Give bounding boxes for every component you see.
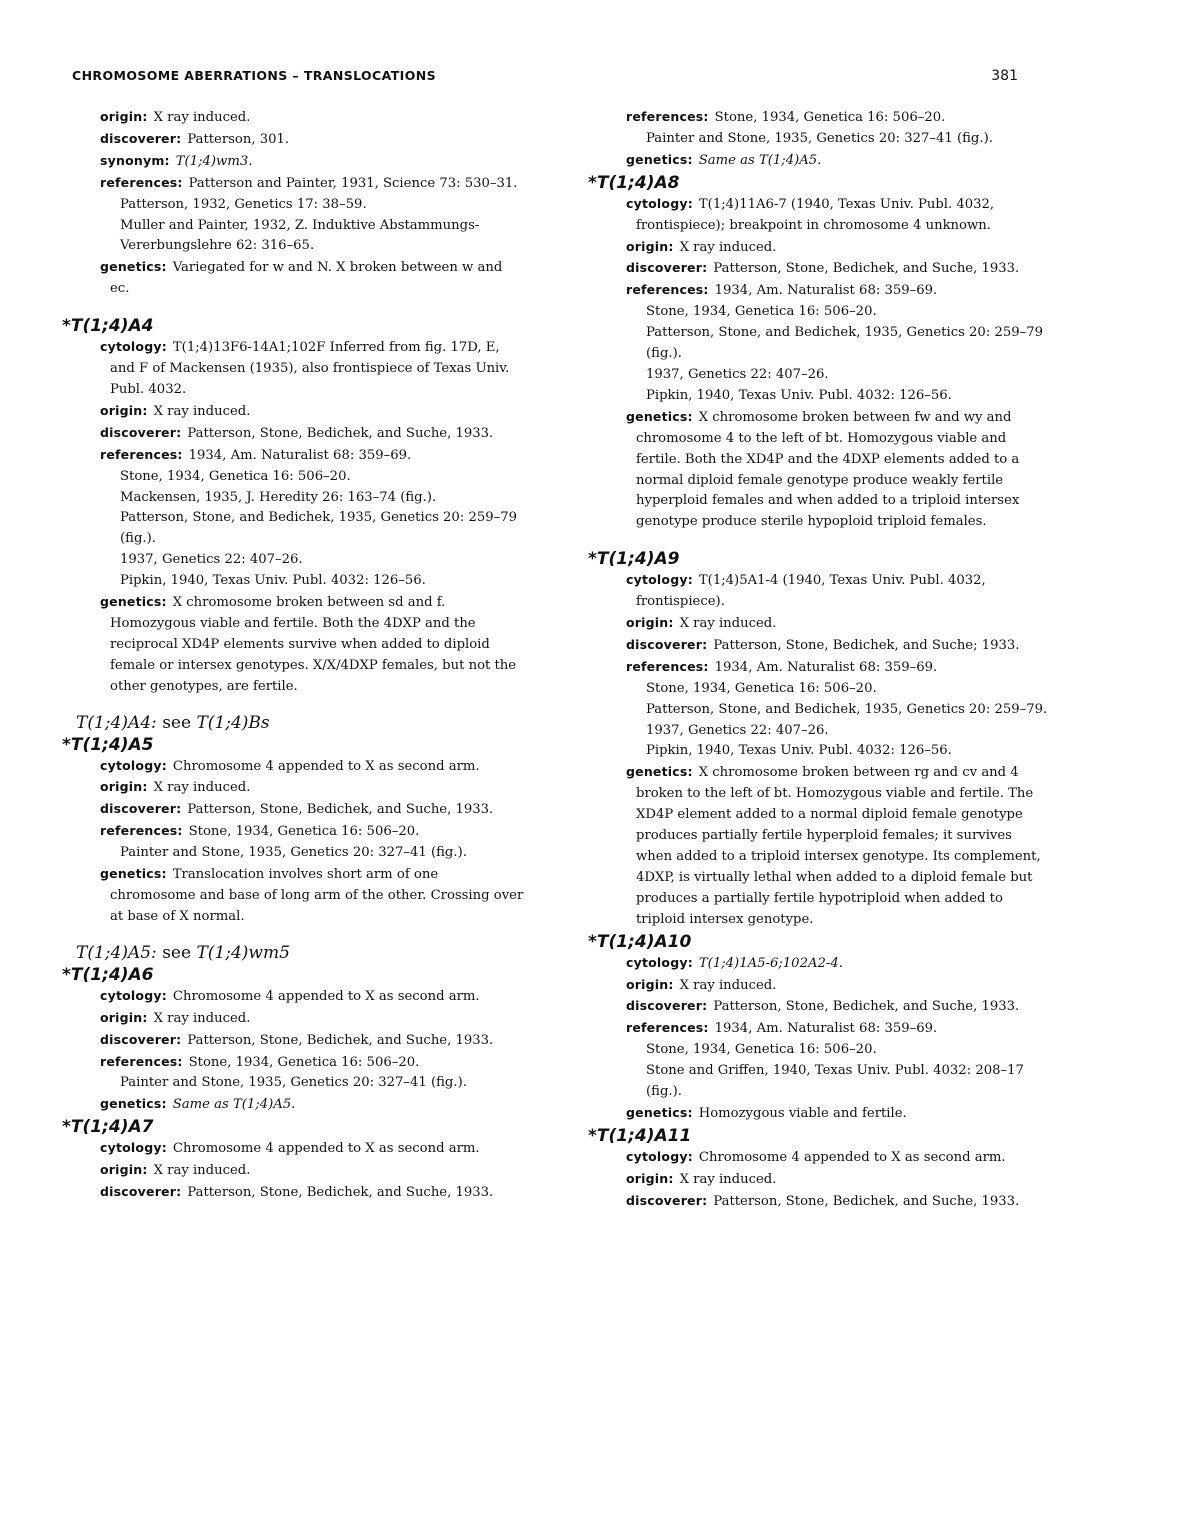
entry-t14-a10: *T(1;4)A10 cytology: T(1;4)1A5-6;102A2-4. origin: X ray induced. discoverer: Patterson, Stone, Bedichek, and Suche, 1933. references: 1934, Am. Naturalist 68: 359–69. Stone, 1934, Genetica 16: 506–20. Stone and Griffen, 1940, Texas Univ. Publ. 4032: 208–17 (fig.). genetics: Homozygous viable and fertile. <box>588 931 1050 1125</box>
entry-continued: origin: X ray induced. discoverer: Patterson, 301. synonym: T(1;4)wm3. references: Patterson and Painter, 1931, Science 73: 530–31. Patterson, 1932, Genetics 17: 38–59. Muller and Painter, 1932, Z. Induktive Abstammungs- Vererbungslehre 62: 316–65. genetics: Variegated for w and N. X broken between w and ec. <box>100 109 518 297</box>
cross-reference[interactable]: T(1;4)A5: see T(1;4)wm5 <box>76 942 290 963</box>
entry-t14-a6: *T(1;4)A6 cytology: Chromosome 4 appended to X as second arm. origin: X ray induced. discoverer: Patterson, Stone, Bedichek, and Suche, 1933. references: Stone, 1934, Genetica 16: 506–20. Painter and Stone, 1935, Genetics 20: 327–41 (fig.). genetics: Same as T(1;4)A5. <box>62 964 524 1116</box>
entry-heading: *T(1;4)A8 <box>588 172 680 193</box>
entry-continued: references: Stone, 1934, Genetica 16: 506–20. Painter and Stone, 1935, Genetics 20: 327–41 (fig.). genetics: Same as T(1;4)A5. <box>626 109 993 168</box>
entry-t14-a9: *T(1;4)A9 cytology: T(1;4)5A1-4 (1940, Texas Univ. Publ. 4032, frontispiece). origin: X ray induced. discoverer: Patterson, Stone, Bedichek, and Suche; 1933. references: 1934, Am. Naturalist 68: 359–69. Stone, 1934, Genetica 16: 506–20. Patterson, Stone, and Bedichek, 1935, Genetics 20: 259–79. 1937, Genetics 22: 407–26. Pipkin, 1940, Texas Univ. Publ. 4032: 126–56. genetics: X chromosome broken between rg and cv and 4 broken to the left of bt. Homozygous viable and fertile. The XD4P element added to a normal diploid female genotype produces partially fertile hyperploid females; it survives when added to a triploid intersex genotype. Its complement, 4DXP, is virtually lethal when added to a diploid female but produces a partially fertile hypotriploid when added to triploid intersex genotype. <box>588 548 1050 930</box>
entry-heading: *T(1;4)A11 <box>588 1125 692 1146</box>
cross-reference[interactable]: T(1;4)A4: see T(1;4)Bs <box>76 712 270 733</box>
entry-heading: *T(1;4)A9 <box>588 549 680 570</box>
running-head: CHROMOSOME ABERRATIONS – TRANSLOCATIONS <box>72 68 437 83</box>
entry-t14-a8: *T(1;4)A8 cytology: T(1;4)11A6-7 (1940, Texas Univ. Publ. 4032, frontispiece); breakpoint in chromosome 4 unknown. origin: X ray induced. discoverer: Patterson, Stone, Bedichek, and Suche, 1933. references: 1934, Am. Naturalist 68: 359–69. Stone, 1934, Genetica 16: 506–20. Patterson, Stone, and Bedichek, 1935, Genetics 20: 259–79 (fig.). 1937, Genetics 22: 407–26. Pipkin, 1940, Texas Univ. Publ. 4032: 126–56. genetics: X chromosome broken between fw and wy and chromosome 4 to the left of bt. Homozygous viable and fertile. Both the XD4P and the 4DXP elements added to a normal diploid female genotype produce weakly fertile hyperploid females and when added to a triploid intersex genotype produce sterile hypoploid triploid females. <box>588 172 1050 534</box>
entry-t14-a7: *T(1;4)A7 cytology: Chromosome 4 appended to X as second arm. origin: X ray induced. discoverer: Patterson, Stone, Bedichek, and Suche, 1933. <box>62 1116 524 1204</box>
page-header <box>72 68 1018 88</box>
entry-heading: *T(1;4)A10 <box>588 931 692 952</box>
entry-heading: *T(1;4)A7 <box>62 1117 154 1138</box>
entry-heading: *T(1;4)A4 <box>62 316 154 337</box>
right-column <box>588 107 1050 1213</box>
entry-t14-a11: *T(1;4)A11 cytology: Chromosome 4 appended to X as second arm. origin: X ray induced. discoverer: Patterson, Stone, Bedichek, and Suche, 1933. <box>588 1125 1050 1213</box>
entry-heading: *T(1;4)A5 <box>62 734 154 755</box>
left-column <box>62 107 524 1204</box>
entry-heading: *T(1;4)A6 <box>62 964 154 985</box>
entry-t14-a5: *T(1;4)A5 cytology: Chromosome 4 appended to X as second arm. origin: X ray induced. discoverer: Patterson, Stone, Bedichek, and Suche, 1933. references: Stone, 1934, Genetica 16: 506–20. Painter and Stone, 1935, Genetics 20: 327–41 (fig.). genetics: Translocation involves short arm of one chromosome and base of long arm of the other. Crossing over at base of X normal. <box>62 734 524 924</box>
page-number: 381 <box>991 68 1018 84</box>
entry-t14-a4: *T(1;4)A4 cytology: T(1;4)13F6-14A1;102F Inferred from fig. 17D, E, and F of Mackensen (1935), also frontispiece of Texas Univ. Publ. 4032. origin: X ray induced. discoverer: Patterson, Stone, Bedichek, and Suche, 1933. references: 1934, Am. Naturalist 68: 359–69. Stone, 1934, Genetica 16: 506–20. Mackensen, 1935, J. Heredity 26: 163–74 (fig.). Patterson, Stone, and Bedichek, 1935, Genetics 20: 259–79 (fig.). 1937, Genetics 22: 407–26. Pipkin, 1940, Texas Univ. Publ. 4032: 126–56. genetics: X chromosome broken between sd and f. Homozygous viable and fertile. Both the 4DXP and the reciprocal XD4P elements survive when added to diploid female or intersex genotypes. X/X/4DXP females, but not the other genotypes, are fertile. <box>62 315 524 697</box>
